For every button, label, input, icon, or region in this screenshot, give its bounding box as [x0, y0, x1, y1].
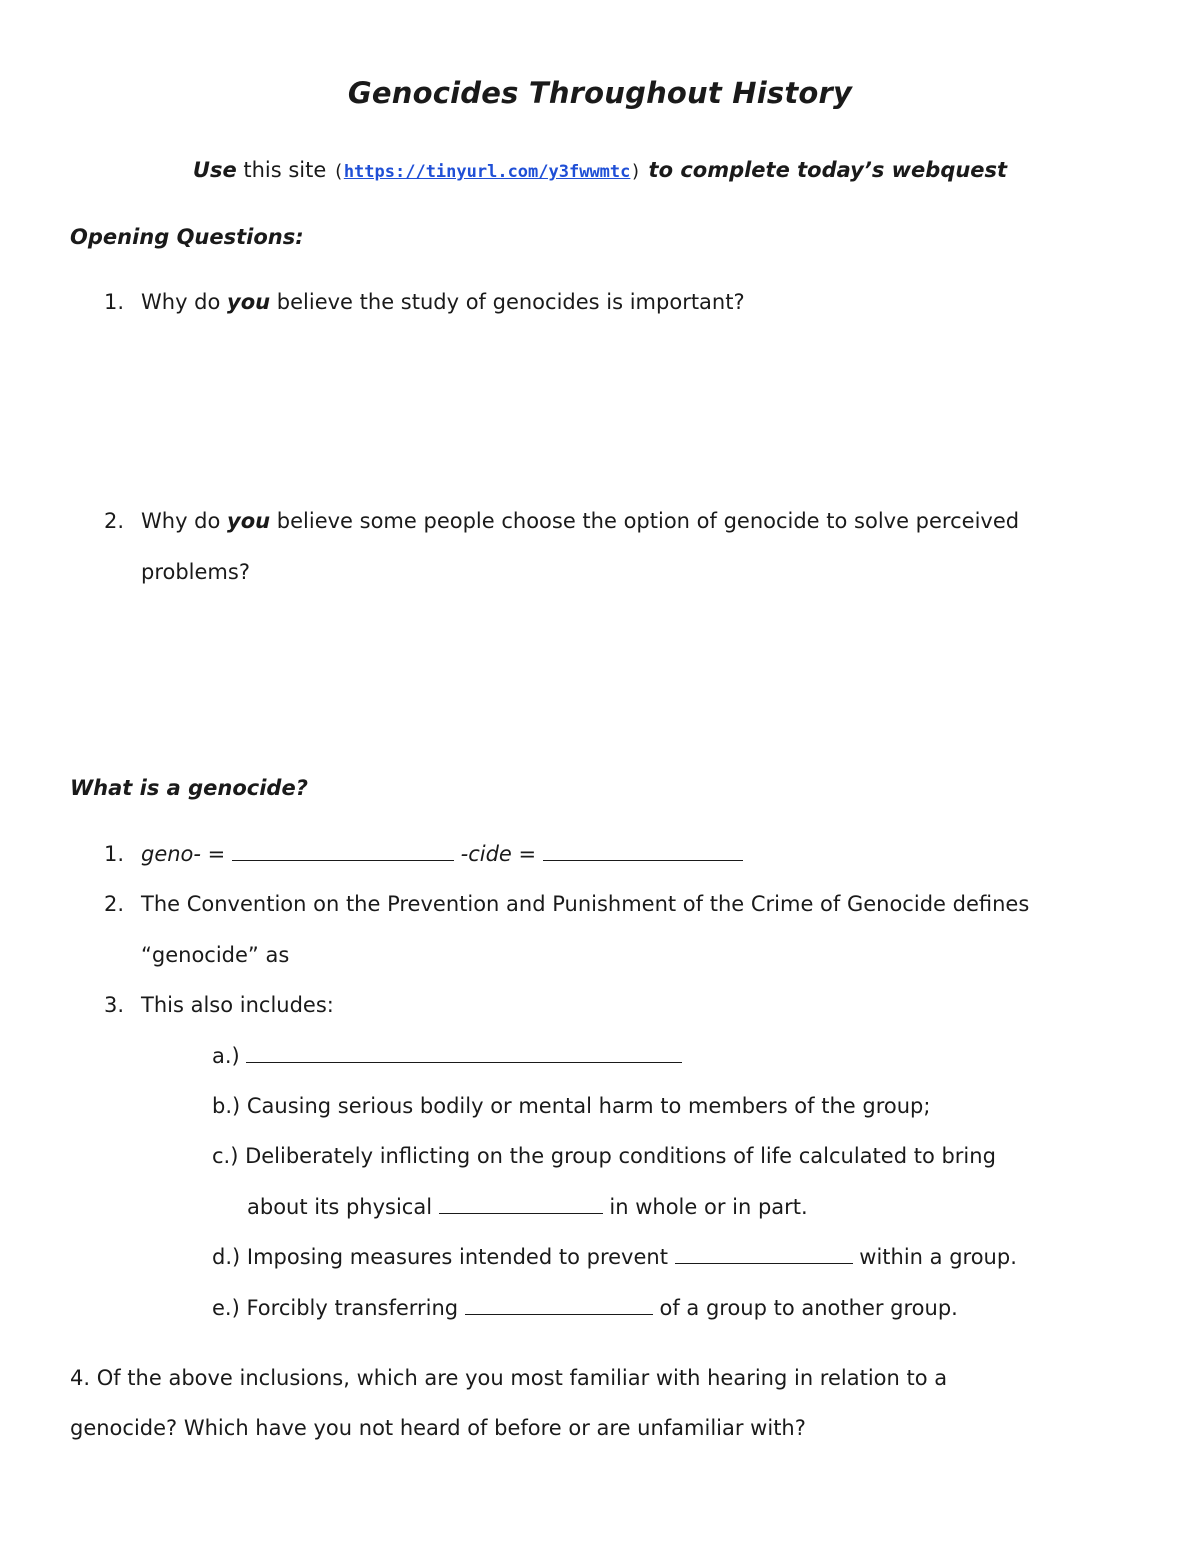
opening-q2-emphasis: you	[227, 509, 271, 533]
cide-blank[interactable]	[543, 842, 743, 861]
page-title: Genocides Throughout History	[347, 76, 853, 110]
sub-c-blank[interactable]	[439, 1195, 603, 1214]
intro-this-site: this site	[236, 158, 333, 182]
opening-q2-number: 2.	[104, 509, 125, 533]
opening-q1-post: believe the study of genocides is important?	[270, 290, 745, 314]
intro-line	[0, 158, 1200, 182]
sub-e-blank[interactable]	[465, 1296, 653, 1315]
cide-equals: =	[511, 842, 543, 866]
intro-tail: to complete today’s webquest	[641, 158, 1008, 182]
sub-e	[212, 1296, 958, 1320]
opening-q1-pre: Why do	[141, 290, 228, 314]
intro-close-paren: )	[630, 161, 642, 182]
sub-c-post: in whole or in part.	[602, 1195, 808, 1219]
item2-line1: The Convention on the Prevention and Punishment of the Crime of Genocide defines	[141, 892, 1030, 916]
sub-b: b.) Causing serious bodily or mental harm to members of the group;	[212, 1094, 931, 1118]
opening-q1-text	[141, 290, 745, 314]
item3-number: 3.	[104, 993, 125, 1017]
geno-term: geno-	[141, 842, 201, 866]
opening-q1-emphasis: you	[227, 290, 271, 314]
sub-a-label: a.)	[212, 1044, 240, 1068]
sub-e-post: of a group to another group.	[652, 1296, 958, 1320]
sub-d-blank[interactable]	[675, 1245, 853, 1264]
webquest-link[interactable]: https://tinyurl.com/y3fwwmtc	[343, 162, 631, 182]
sub-d-pre: d.) Imposing measures intended to prevent	[212, 1245, 675, 1269]
opening-q2-post: believe some people choose the option of genocide to solve perceived	[270, 509, 1020, 533]
item1-number: 1.	[104, 842, 125, 866]
sub-d-post: within a group.	[852, 1245, 1017, 1269]
sub-d	[212, 1245, 1017, 1269]
sub-a-blank[interactable]	[246, 1044, 682, 1063]
item2-number: 2.	[104, 892, 125, 916]
opening-q2-text	[141, 509, 1019, 533]
opening-q2-pre: Why do	[141, 509, 228, 533]
item2-line2: “genocide” as	[141, 943, 290, 967]
intro-use: Use	[192, 158, 237, 182]
opening-q1-number: 1.	[104, 290, 125, 314]
sub-c-line1: c.) Deliberately inflicting on the group conditions of life calculated to bring	[212, 1144, 996, 1168]
sub-e-pre: e.) Forcibly transferring	[212, 1296, 465, 1320]
sub-a	[212, 1044, 682, 1068]
opening-questions-heading: Opening Questions:	[70, 225, 304, 249]
geno-equals: =	[201, 842, 232, 866]
intro-open-paren: (	[332, 161, 344, 182]
what-is-genocide-heading: What is a genocide?	[70, 776, 308, 800]
geno-blank[interactable]	[232, 842, 454, 861]
item1-text	[141, 842, 743, 866]
question4-line2: genocide? Which have you not heard of before or are unfamiliar with?	[70, 1416, 806, 1440]
item3-text: This also includes:	[141, 993, 334, 1017]
cide-term: -cide	[460, 842, 512, 866]
sub-c-line2	[247, 1195, 808, 1219]
sub-c-pre: about its physical	[247, 1195, 439, 1219]
question4-line1: 4. Of the above inclusions, which are you most familiar with hearing in relation to a	[70, 1366, 948, 1390]
opening-q2-line2: problems?	[141, 560, 250, 584]
